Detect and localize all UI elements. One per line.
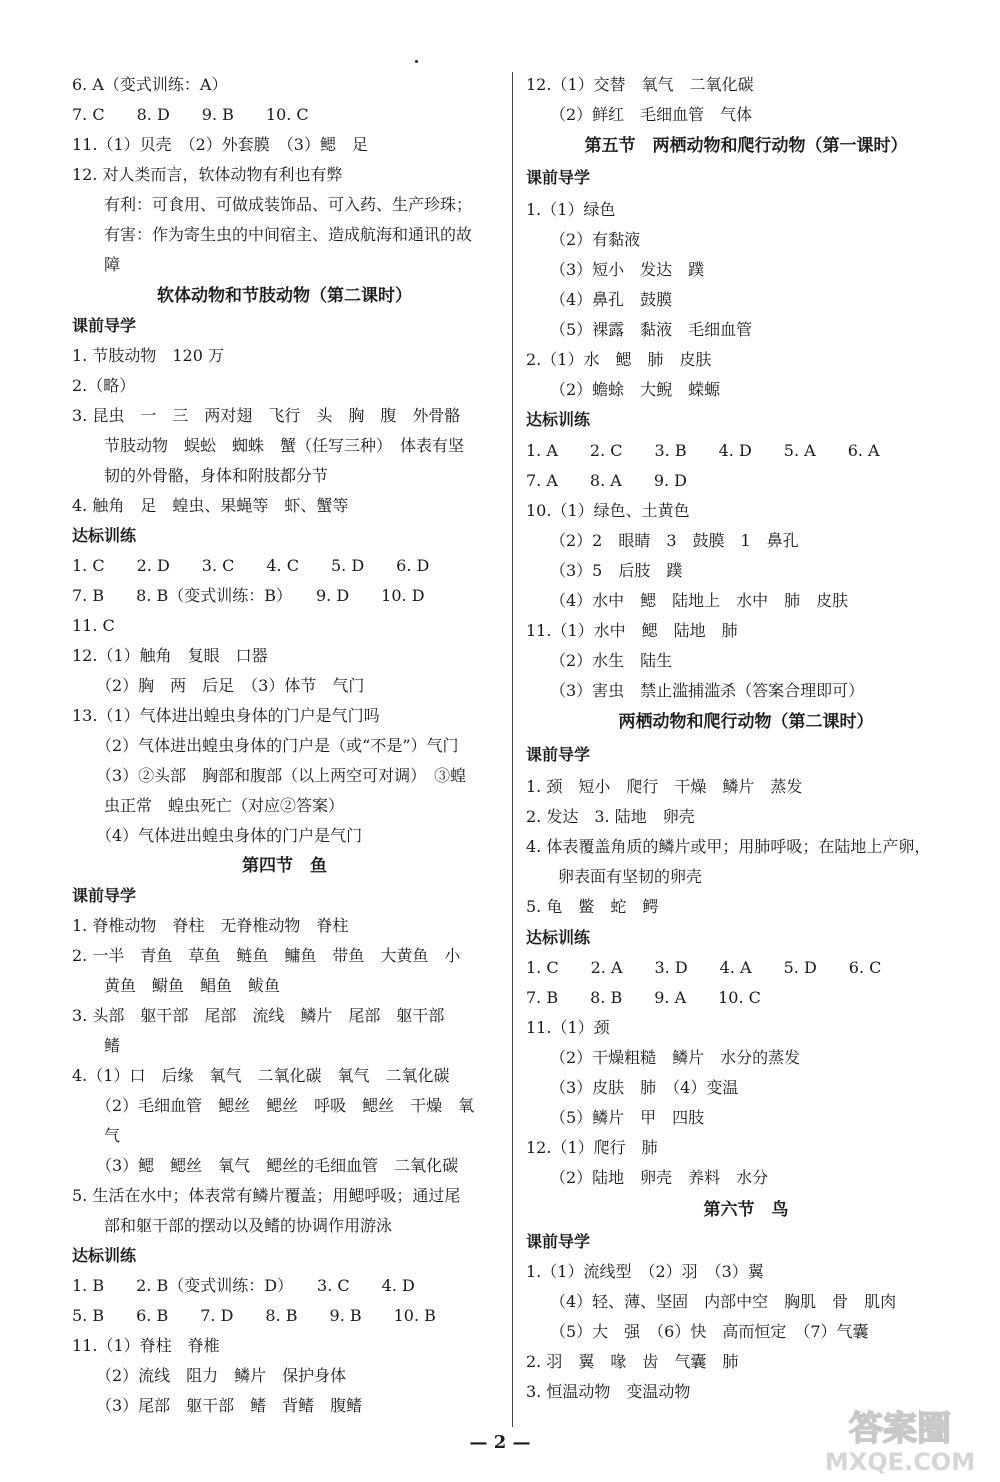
answer-line: （2）毛细血管 鳃丝 鳃丝 呼吸 鳃丝 干燥 氧 <box>72 1096 475 1115</box>
answer-line: 4.（1）口 后缘 氧气 二氧化碳 氧气 二氧化碳 <box>72 1066 450 1085</box>
answer-line: 6. A（变式训练：A） <box>72 75 228 94</box>
answer-line: （3）5 后肢 蹼 <box>526 561 683 580</box>
answer-line: 有害：作为寄生虫的中间宿主、造成航海和通讯的故 <box>72 225 473 244</box>
answer-line: 1. B 2. B（变式训练：D） 3. C 4. D <box>72 1276 415 1295</box>
answer-line: （2）流线 阻力 鳞片 保护身体 <box>72 1366 347 1385</box>
answer-line: 7. B 8. B（变式训练：B） 9. D 10. D <box>72 586 425 605</box>
answer-line: （5）大 强 （6）快 高而恒定 （7）气囊 <box>526 1322 869 1341</box>
answer-line: 7. B 8. B 9. A 10. C <box>526 988 761 1007</box>
section-heading: 课前导学 <box>72 316 137 335</box>
answer-line: （3）鳃 鳃丝 氧气 鳃丝的毛细血管 二氧化碳 <box>72 1156 459 1175</box>
answer-line: 1. 脊椎动物 脊柱 无脊椎动物 脊柱 <box>72 916 349 935</box>
section-heading: 达标训练 <box>72 526 137 545</box>
column-divider <box>512 72 513 1427</box>
answer-line: 11.（1）颈 <box>526 1018 610 1037</box>
answer-line: 有利：可食用、可做成装饰品、可入药、生产珍珠； <box>72 195 473 214</box>
answer-line: 1.（1）绿色 <box>526 200 616 219</box>
answer-line: 韧的外骨骼，身体和附肢都分节 <box>72 466 329 485</box>
section-heading: 课前导学 <box>526 168 591 187</box>
answer-line: 2.（略） <box>72 376 136 395</box>
lesson-title: 两栖动物和爬行动物（第二课时） <box>618 712 874 732</box>
section-heading: 课前导学 <box>526 1232 591 1251</box>
answer-line: 12. 对人类而言，软体动物有利也有弊 <box>72 165 343 184</box>
answer-line: 气 <box>72 1126 121 1145</box>
answer-line: 5. B 6. B 7. D 8. B 9. B 10. B <box>72 1306 436 1325</box>
answer-line: 1. A 2. C 3. B 4. D 5. A 6. A <box>526 441 880 460</box>
answer-line: 1.（1）流线型 （2）羽 （3）翼 <box>526 1262 764 1281</box>
answer-line: 12.（1）爬行 肺 <box>526 1138 658 1157</box>
answer-line: 2. 发达 3. 陆地 卵壳 <box>526 807 695 826</box>
top-dot <box>415 60 418 63</box>
answer-line: （3）皮肤 肺 （4）变温 <box>526 1078 739 1097</box>
answer-line: （2）干燥粗糙 鳞片 水分的蒸发 <box>526 1048 801 1067</box>
answer-line: 11.（1）水中 鳃 陆地 肺 <box>526 621 738 640</box>
answer-line: （3）②头部 胸部和腹部（以上两空可对调） ③蝗 <box>72 766 467 785</box>
lesson-title: 软体动物和节肢动物（第二课时） <box>157 286 412 306</box>
answer-line: （2）水生 陆生 <box>526 651 673 670</box>
answer-line: 障 <box>72 255 121 274</box>
answer-line: （2）有黏液 <box>526 230 641 249</box>
page-number: — 2 — <box>469 1432 531 1453</box>
section-heading: 达标训练 <box>526 928 591 947</box>
answer-line: 3. 恒温动物 变温动物 <box>526 1382 691 1401</box>
watermark-top-text: 答案圈 <box>849 1409 951 1449</box>
answer-line: 3. 头部 躯干部 尾部 流线 鳞片 尾部 躯干部 <box>72 1006 445 1025</box>
section-heading: 达标训练 <box>526 410 591 429</box>
lesson-title: 第五节 两栖动物和爬行动物（第一课时） <box>584 136 908 156</box>
answer-line: 4. 触角 足 蝗虫、果蝇等 虾、蟹等 <box>72 496 349 515</box>
answer-line: 1. 颈 短小 爬行 干燥 鳞片 蒸发 <box>526 777 803 796</box>
answer-line: 7. C 8. D 9. B 10. C <box>72 105 309 124</box>
answer-line: 7. A 8. A 9. D <box>526 471 687 490</box>
answer-line: 节肢动物 蜈蚣 蜘蛛 蟹（任写三种） 体表有坚 <box>72 436 465 455</box>
answer-line: （2）气体进出蝗虫身体的门户是（或“不是”）气门 <box>72 736 459 755</box>
section-heading: 达标训练 <box>72 1246 137 1265</box>
answer-line: 11.（1）贝壳 （2）外套膜 （3）鳃 足 <box>72 135 368 154</box>
answer-line: 11.（1）脊柱 脊椎 <box>72 1336 220 1355</box>
answer-line: 2. 一半 青鱼 草鱼 鲢鱼 鳙鱼 带鱼 大黄鱼 小 <box>72 946 461 965</box>
answer-line: （4）气体进出蝗虫身体的门户是气门 <box>72 826 363 845</box>
lesson-title: 第六节 鸟 <box>703 1200 789 1220</box>
answer-line: 1. C 2. D 3. C 4. C 5. D 6. D <box>72 556 430 575</box>
answer-line: 5. 龟 鳖 蛇 鳄 <box>526 897 659 916</box>
answer-line: （4）鼻孔 鼓膜 <box>526 290 673 309</box>
section-heading: 课前导学 <box>72 886 137 905</box>
answer-line: （2）2 眼睛 3 鼓膜 1 鼻孔 <box>526 531 799 550</box>
answer-line: 卵表面有坚韧的卵壳 <box>526 867 703 886</box>
answer-line: 2. 羽 翼 喙 齿 气囊 肺 <box>526 1352 739 1371</box>
answer-line: 1. C 2. A 3. D 4. A 5. D 6. C <box>526 958 882 977</box>
answer-line: 3. 昆虫 一 三 两对翅 飞行 头 胸 腹 外骨骼 <box>72 406 461 425</box>
lesson-title: 第四节 鱼 <box>242 856 327 876</box>
answer-line: 部和躯干部的摆动以及鳍的协调作用游泳 <box>72 1216 393 1235</box>
answer-line: 1. 节肢动物 120 万 <box>72 346 224 365</box>
watermark-logo <box>816 1402 984 1476</box>
answer-line: 13.（1）气体进出蝗虫身体的门户是气门吗 <box>72 706 380 725</box>
answer-line: （3）害虫 禁止滥捕滥杀（答案合理即可） <box>526 681 865 700</box>
answer-line: （3）尾部 躯干部 鳍 背鳍 腹鳍 <box>72 1396 363 1415</box>
answer-line: （2）陆地 卵壳 养料 水分 <box>526 1168 769 1187</box>
answer-line: （4）轻、薄、坚固 内部中空 胸肌 骨 肌肉 <box>526 1292 897 1311</box>
answer-line: 鳍 <box>72 1036 121 1055</box>
answer-line: （3）短小 发达 蹼 <box>526 260 705 279</box>
answer-line: 虫正常 蝗虫死亡（对应②答案） <box>72 796 345 815</box>
answer-line: 10.（1）绿色、土黄色 <box>526 501 690 520</box>
answer-line: （4）水中 鳃 陆地上 水中 肺 皮肤 <box>526 591 849 610</box>
answer-line: 4. 体表覆盖角质的鳞片或甲；用肺呼吸；在陆地上产卵， <box>526 837 931 856</box>
answer-line: 11. C <box>72 616 115 635</box>
answer-line: 12.（1）交替 氧气 二氧化碳 <box>526 75 754 94</box>
answer-line: 2.（1）水 鳃 肺 皮肤 <box>526 350 712 369</box>
answer-line: （2）鲜红 毛细血管 气体 <box>526 105 753 124</box>
answer-line: 5. 生活在水中；体表常有鳞片覆盖；用鳃呼吸；通过尾 <box>72 1186 461 1205</box>
watermark-bottom-text: MXQE.COM <box>824 1448 976 1476</box>
answer-line: （2）胸 两 后足 （3）体节 气门 <box>72 676 365 695</box>
answer-line: （5）裸露 黏液 毛细血管 <box>526 320 753 339</box>
answer-line: 黄鱼 鳚鱼 鲳鱼 鲅鱼 <box>72 976 281 995</box>
answer-line: 12.（1）触角 复眼 口器 <box>72 646 268 665</box>
answer-line: （5）鳞片 甲 四肢 <box>526 1108 705 1127</box>
section-heading: 课前导学 <box>526 745 591 764</box>
answer-line: （2）蟾蜍 大鲵 蝾螈 <box>526 380 721 399</box>
